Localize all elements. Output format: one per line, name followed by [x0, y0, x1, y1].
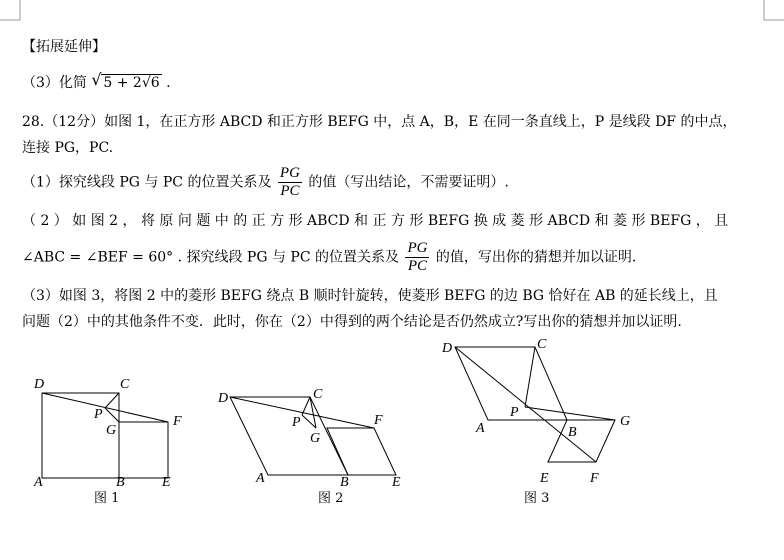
- fig1-label-f: F: [173, 414, 182, 429]
- fig2-label-d: D: [218, 391, 229, 406]
- part2-text: ∠ABC = ∠BEF = 60° . 探究线段 PG 与 PC 的位置关系及: [22, 249, 400, 266]
- corner-mark-right: [760, 0, 784, 40]
- fraction-numerator: PG: [279, 165, 300, 181]
- fig1-label-c: C: [120, 377, 130, 392]
- fig2-label-b: B: [340, 475, 349, 490]
- fig1-label-g: G: [106, 423, 117, 438]
- fig1-label-p: P: [94, 407, 103, 422]
- figure-3-diagram: [455, 347, 615, 462]
- fig3-label-b: B: [568, 425, 577, 440]
- fig1-label-b: B: [116, 475, 125, 490]
- fraction-pg-pc-2: [405, 240, 429, 275]
- figure-1-diagram: [42, 393, 168, 478]
- q3-suffix: .: [166, 75, 171, 91]
- fraction-pg-pc-1: [278, 165, 302, 200]
- part2-line2: [22, 240, 636, 275]
- part1-text-after: 的值（写出结论，不需要证明）.: [308, 174, 509, 191]
- fig3-label-p: P: [510, 405, 519, 420]
- fraction-numerator: PG: [407, 240, 428, 256]
- fig3-label-f: F: [590, 471, 599, 486]
- figures-area: [0, 330, 784, 560]
- fig3-label-a: A: [476, 421, 485, 436]
- fig2-label-f: F: [374, 413, 383, 428]
- fig2-label-c: C: [313, 387, 323, 402]
- part1: [22, 165, 509, 200]
- corner-mark-left: [0, 0, 24, 40]
- figure-3-caption: 图 3: [524, 491, 550, 506]
- fig3-label-e: E: [540, 471, 549, 486]
- section-heading: 【拓展延伸】: [22, 39, 106, 55]
- fraction-denominator: PC: [280, 183, 300, 199]
- q3-prefix: （3）化简: [22, 75, 87, 91]
- figure-2-caption: 图 2: [318, 491, 344, 506]
- part1-text: （1）探究线段 PG 与 PC 的位置关系及: [22, 174, 272, 191]
- fig1-label-d: D: [34, 377, 45, 392]
- fig2-label-a: A: [256, 471, 265, 486]
- fig1-label-e: E: [162, 475, 171, 490]
- figure-1-caption: 图 1: [94, 491, 120, 506]
- fig1-label-a: A: [34, 475, 43, 490]
- fig2-label-p: P: [292, 415, 301, 430]
- part2-text-after: 的值，写出你的猜想并加以证明.: [435, 249, 637, 266]
- fig2-label-g: G: [310, 431, 321, 446]
- q3-simplify: [22, 70, 171, 92]
- problem-statement-line2: 连接 PG，PC.: [22, 140, 114, 156]
- sqrt-expression: √ 5 + 2√6: [91, 70, 160, 91]
- part2-line1: （ 2 ） 如 图 2 ， 将 原 问 题 中 的 正 方 形 ABCD 和 正 方 形 BEFG 换 成 菱 形 ABCD 和 菱 形 BEFG ， 且: [22, 213, 729, 229]
- part3-line2: 问题（2）中的其他条件不变．此时，你在（2）中得到的两个结论是否仍然成立?写出你的猜想并加以证明.: [22, 314, 682, 330]
- fig3-label-g: G: [620, 414, 631, 429]
- fig3-label-d: D: [442, 341, 453, 356]
- problem-statement-line1: 28.（12分）如图 1，在正方形 ABCD 和正方形 BEFG 中，点 A，B，E 在同一条直线上，P 是线段 DF 的中点，: [22, 114, 737, 130]
- fig2-label-e: E: [392, 475, 401, 490]
- sqrt-radicand: 5 + 2√6: [103, 75, 160, 91]
- fig3-label-c: C: [537, 337, 547, 352]
- fraction-denominator: PC: [407, 258, 428, 274]
- part3-line1: （3）如图 3，将图 2 中的菱形 BEFG 绕点 B 顺时针旋转，使菱形 BEFG 的边 BG 恰好在 AB 的延长线上，且: [22, 288, 718, 304]
